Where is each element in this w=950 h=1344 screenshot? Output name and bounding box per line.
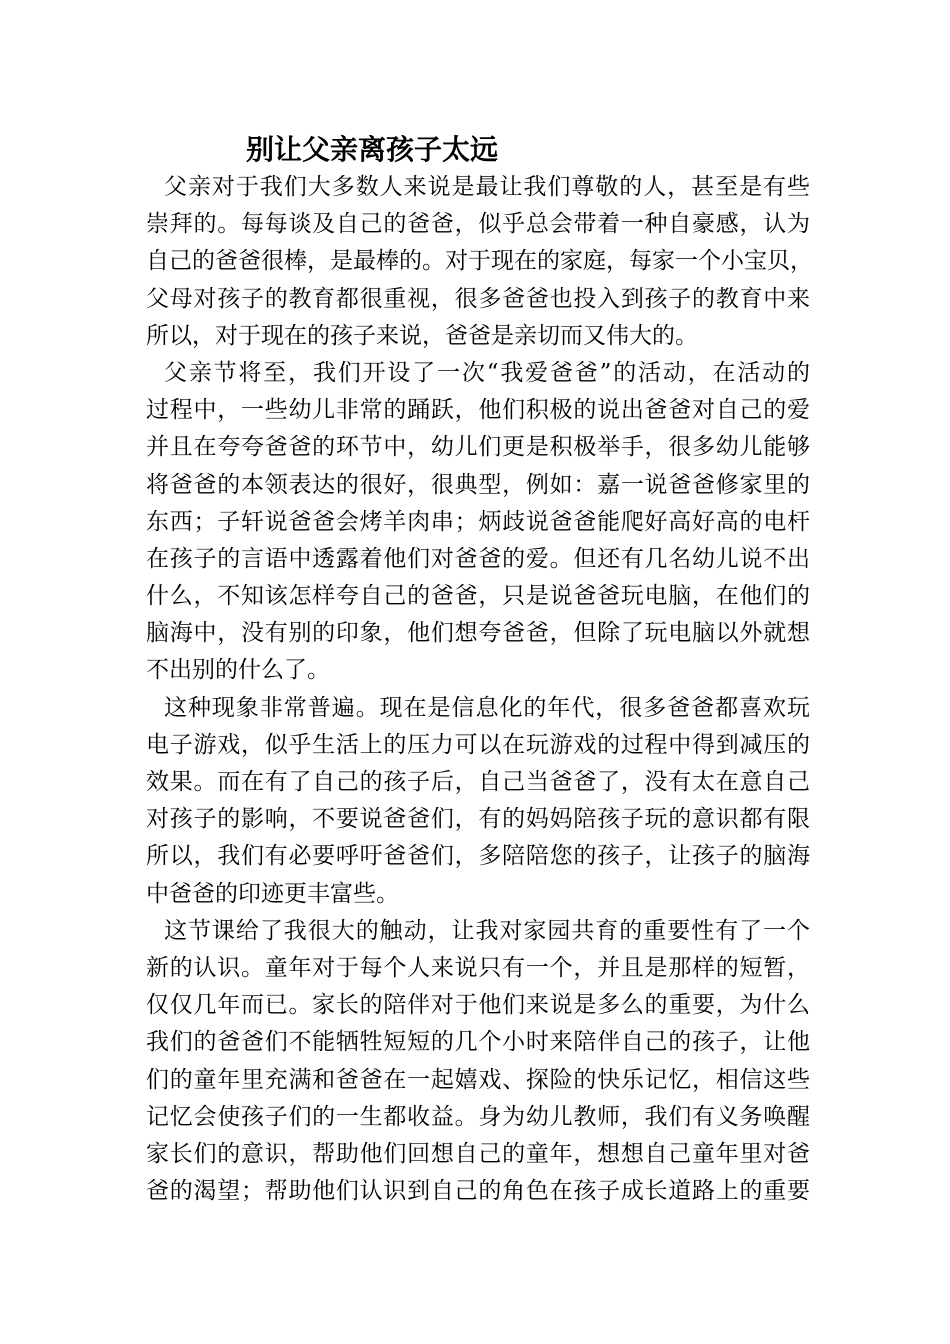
paragraph-2 — [146, 355, 810, 690]
text-line: 我们的爸爸们不能牺牲短短的几个小时来陪伴自己的孩子，让他 — [146, 1029, 810, 1056]
paragraph-4 — [146, 913, 810, 1211]
text-line: 并且在夸夸爸爸的环节中，幼儿们更是积极举手，很多幼儿能够 — [146, 434, 810, 461]
text-line: 自己的爸爸很棒，是最棒的。对于现在的家庭，每家一个小宝贝， — [146, 248, 813, 275]
text-line: 过程中，一些幼儿非常的踊跃，他们积极的说出爸爸对自己的爱 — [146, 397, 810, 424]
text-line: 不出别的什么了。 — [146, 657, 330, 684]
text-line: 这节课给了我很大的触动，让我对家园共育的重要性有了一个 — [164, 917, 810, 944]
paragraph-1 — [146, 169, 813, 355]
text-line: 所以，对于现在的孩子来说，爸爸是亲切而又伟大的。 — [146, 322, 698, 349]
text-line: 崇拜的。每每谈及自己的爸爸，似乎总会带着一种自豪感，认为 — [146, 211, 810, 238]
text-line: 东西；子轩说爸爸会烤羊肉串；炳歧说爸爸能爬好高好高的电杆 — [146, 508, 810, 535]
text-line: 父亲对于我们大多数人来说是最让我们尊敬的人，甚至是有些 — [164, 174, 810, 200]
text-line: 父母对孩子的教育都很重视，很多爸爸也投入到孩子的教育中来 — [146, 285, 810, 312]
text-line: 新的认识。童年对于每个人来说只有一个，并且是那样的短暂， — [146, 954, 810, 981]
text-line: 记忆会使孩子们的一生都收益。身为幼儿教师，我们有义务唤醒 — [146, 1103, 810, 1130]
text-line: 仅仅几年而已。家长的陪伴对于他们来说是多么的重要，为什么 — [146, 992, 810, 1019]
text-line: 所以，我们有必要呼吁爸爸们，多陪陪您的孩子，让孩子的脑海 — [146, 843, 810, 870]
text-line: 家长们的意识，帮助他们回想自己的童年，想想自己童年里对爸 — [146, 1140, 810, 1167]
text-line: 效果。而在有了自己的孩子后，自己当爸爸了，没有太在意自己 — [146, 769, 810, 795]
text-line: 将爸爸的本领表达的很好，很典型，例如：嘉一说爸爸修家里的 — [146, 471, 810, 498]
text-line: 对孩子的影响，不要说爸爸们，有的妈妈陪孩子玩的意识都有限 — [146, 806, 810, 833]
text-line: 电子游戏，似乎生活上的压力可以在玩游戏的过程中得到减压的 — [146, 731, 810, 758]
text-line: 脑海中，没有别的印象，他们想夸爸爸，但除了玩电脑以外就想 — [146, 620, 810, 647]
text-line: 们的童年里充满和爸爸在一起嬉戏、探险的快乐记忆，相信这些 — [146, 1066, 810, 1093]
text-line: 这种现象非常普遍。现在是信息化的年代，很多爸爸都喜欢玩 — [164, 694, 810, 721]
text-line: 中爸爸的印迹更丰富些。 — [146, 880, 399, 907]
text-line: 在孩子的言语中透露着他们对爸爸的爱。但还有几名幼儿说不出 — [146, 545, 810, 572]
text-line: 父亲节将至，我们开设了一次“我爱爸爸”的活动，在活动的 — [164, 359, 810, 386]
paragraph-3 — [146, 690, 810, 913]
text-line: 什么，不知该怎样夸自己的爸爸，只是说爸爸玩电脑，在他们的 — [146, 583, 810, 610]
document-body — [146, 169, 813, 1210]
text-line: 爸的渴望；帮助他们认识到自己的角色在孩子成长道路上的重要 — [146, 1178, 810, 1205]
document-title: 别让父亲离孩子太远 — [246, 133, 499, 166]
